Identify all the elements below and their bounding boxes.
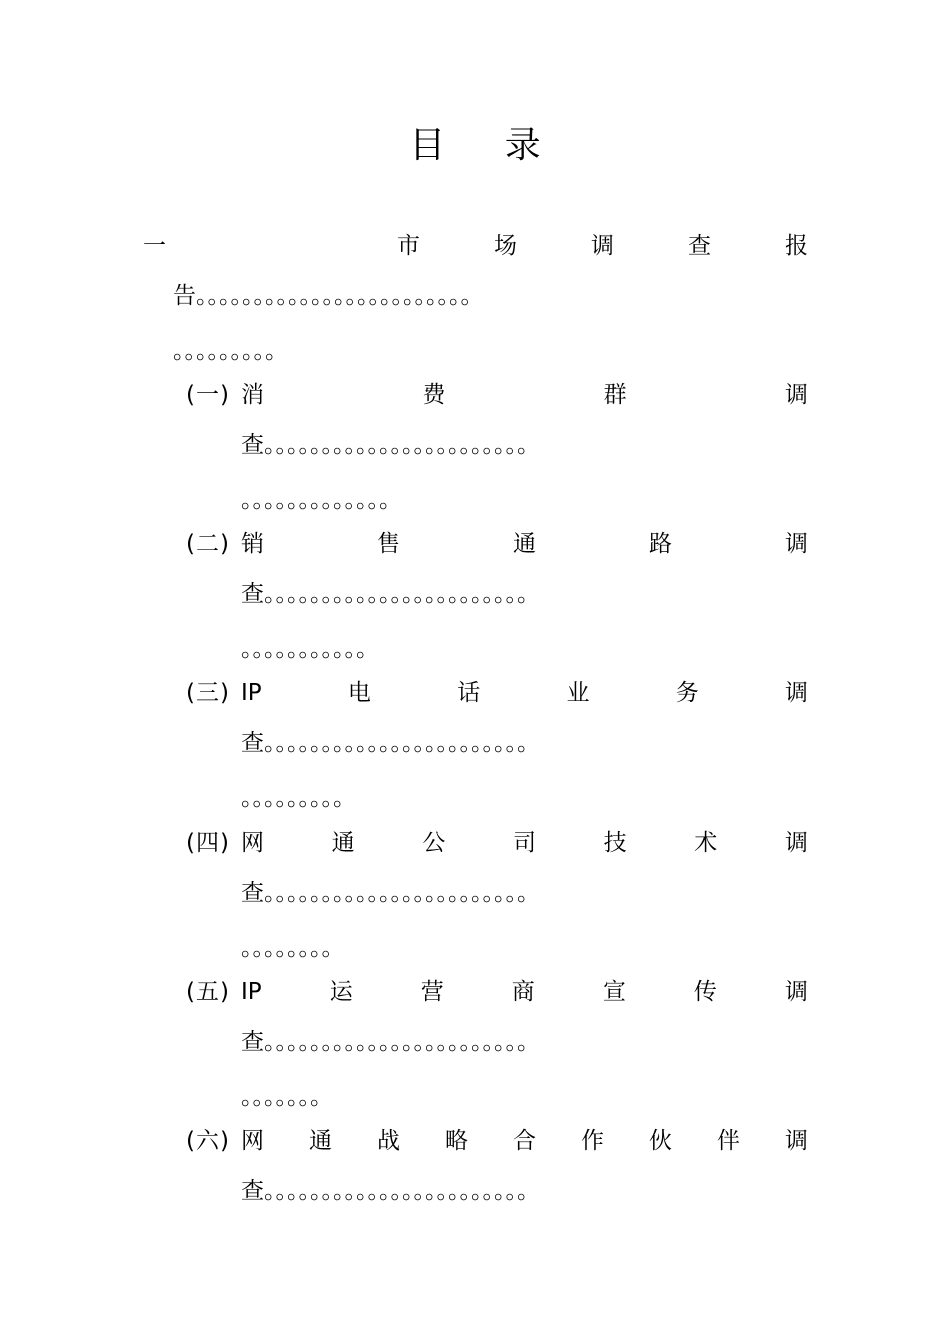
leader-dots: 。。。。。。。。。。。。。。。。。。。。。。。 (264, 581, 540, 607)
heading-char: IP (241, 680, 262, 706)
heading-char: 伴 (717, 1128, 740, 1154)
toc-leader-row (241, 781, 356, 815)
item-number: (一) (186, 382, 230, 408)
heading-char: 作 (581, 1128, 604, 1154)
heading-char: 商 (511, 979, 535, 1005)
heading-char: 调 (784, 382, 808, 408)
heading-char: 网 (241, 830, 264, 856)
heading-char: 调 (784, 830, 808, 856)
leader-dots: 。。。。。。。。。 (173, 338, 288, 364)
leader-dots: 。。。。。。。。。。。。。。。。。。。。。。。 (264, 730, 540, 756)
item-heading (241, 527, 808, 561)
heading-cont-char: 查 (241, 1178, 264, 1204)
heading-char: 通 (513, 531, 536, 557)
heading-char: 公 (422, 830, 446, 856)
heading-char: 营 (420, 979, 444, 1005)
heading-char: IP (241, 979, 262, 1005)
heading-char: 司 (512, 830, 536, 856)
heading-cont-char: 查 (241, 581, 264, 607)
item-number: (二) (186, 531, 230, 557)
toc-leader-row (241, 931, 345, 965)
leader-dots: 。。。。。。。。 (241, 935, 345, 961)
heading-char: 销 (241, 531, 264, 557)
leader-dots: 。。。。。。。。。。。 (241, 636, 379, 662)
toc-leader-row (173, 279, 484, 313)
heading-char: 话 (457, 680, 481, 706)
heading-char: 群 (603, 382, 627, 408)
toc-leader-row (241, 726, 540, 760)
heading-char: 路 (649, 531, 672, 557)
heading-char: 查 (688, 233, 711, 259)
leader-dots: 。。。。。。。。。。。。。。。。。。。。。。。 (264, 1029, 540, 1055)
heading-char: 传 (693, 979, 717, 1005)
toc-leader-row (241, 1174, 540, 1208)
item-heading (241, 826, 808, 860)
item-heading (241, 975, 808, 1009)
heading-char: 术 (694, 830, 718, 856)
heading-cont-char: 查 (241, 730, 264, 756)
toc-leader-row (241, 1080, 333, 1114)
heading-char: 略 (445, 1128, 468, 1154)
page-title: 目 录 (409, 125, 565, 166)
section-number: 一 (143, 233, 167, 259)
item-heading (241, 676, 808, 710)
heading-char: 技 (603, 830, 627, 856)
section-heading (397, 229, 808, 263)
leader-dots: 。。。。。。。。。。。。。。。。。。。。。。。 (264, 432, 540, 458)
leader-dots: 。。。。。。。。。。。。。。。。。。。。。。。。 (196, 283, 484, 309)
heading-char: 报 (785, 233, 808, 259)
heading-char: 通 (331, 830, 355, 856)
heading-char: 调 (784, 680, 808, 706)
heading-char: 务 (675, 680, 699, 706)
heading-char: 市 (397, 233, 420, 259)
toc-leader-row (241, 577, 540, 611)
leader-dots: 。。。。。。。 (241, 1084, 333, 1110)
item-number: (六) (186, 1128, 230, 1154)
heading-char: 电 (347, 680, 371, 706)
leader-dots: 。。。。。。。。。 (241, 785, 356, 811)
heading-char: 合 (513, 1128, 536, 1154)
heading-char: 战 (377, 1128, 400, 1154)
heading-char: 业 (566, 680, 590, 706)
toc-leader-row (241, 428, 540, 462)
item-number: (四) (186, 830, 230, 856)
toc-leader-row (173, 334, 288, 368)
heading-char: 调 (785, 1128, 808, 1154)
item-heading (241, 378, 808, 412)
heading-char: 售 (377, 531, 400, 557)
heading-char: 场 (494, 233, 517, 259)
heading-cont-char: 查 (241, 880, 264, 906)
toc-leader-row (241, 632, 379, 666)
leader-dots: 。。。。。。。。。。。。。 (241, 487, 402, 513)
heading-char: 宣 (602, 979, 626, 1005)
toc-leader-row (241, 483, 402, 517)
heading-char: 调 (785, 531, 808, 557)
heading-char: 消 (241, 382, 264, 408)
leader-dots: 。。。。。。。。。。。。。。。。。。。。。。。 (264, 1178, 540, 1204)
heading-cont-char: 查 (241, 432, 264, 458)
heading-cont-char: 查 (241, 1029, 264, 1055)
item-heading (241, 1124, 808, 1158)
leader-dots: 。。。。。。。。。。。。。。。。。。。。。。。 (264, 880, 540, 906)
heading-char: 费 (422, 382, 446, 408)
toc-leader-row (241, 876, 540, 910)
item-number: (三) (186, 680, 230, 706)
heading-cont-char: 告 (173, 283, 196, 309)
heading-char: 网 (241, 1128, 264, 1154)
heading-char: 调 (784, 979, 808, 1005)
heading-char: 调 (591, 233, 614, 259)
heading-char: 运 (329, 979, 353, 1005)
heading-char: 伙 (649, 1128, 672, 1154)
toc-leader-row (241, 1025, 540, 1059)
item-number: (五) (186, 979, 230, 1005)
heading-char: 通 (309, 1128, 332, 1154)
